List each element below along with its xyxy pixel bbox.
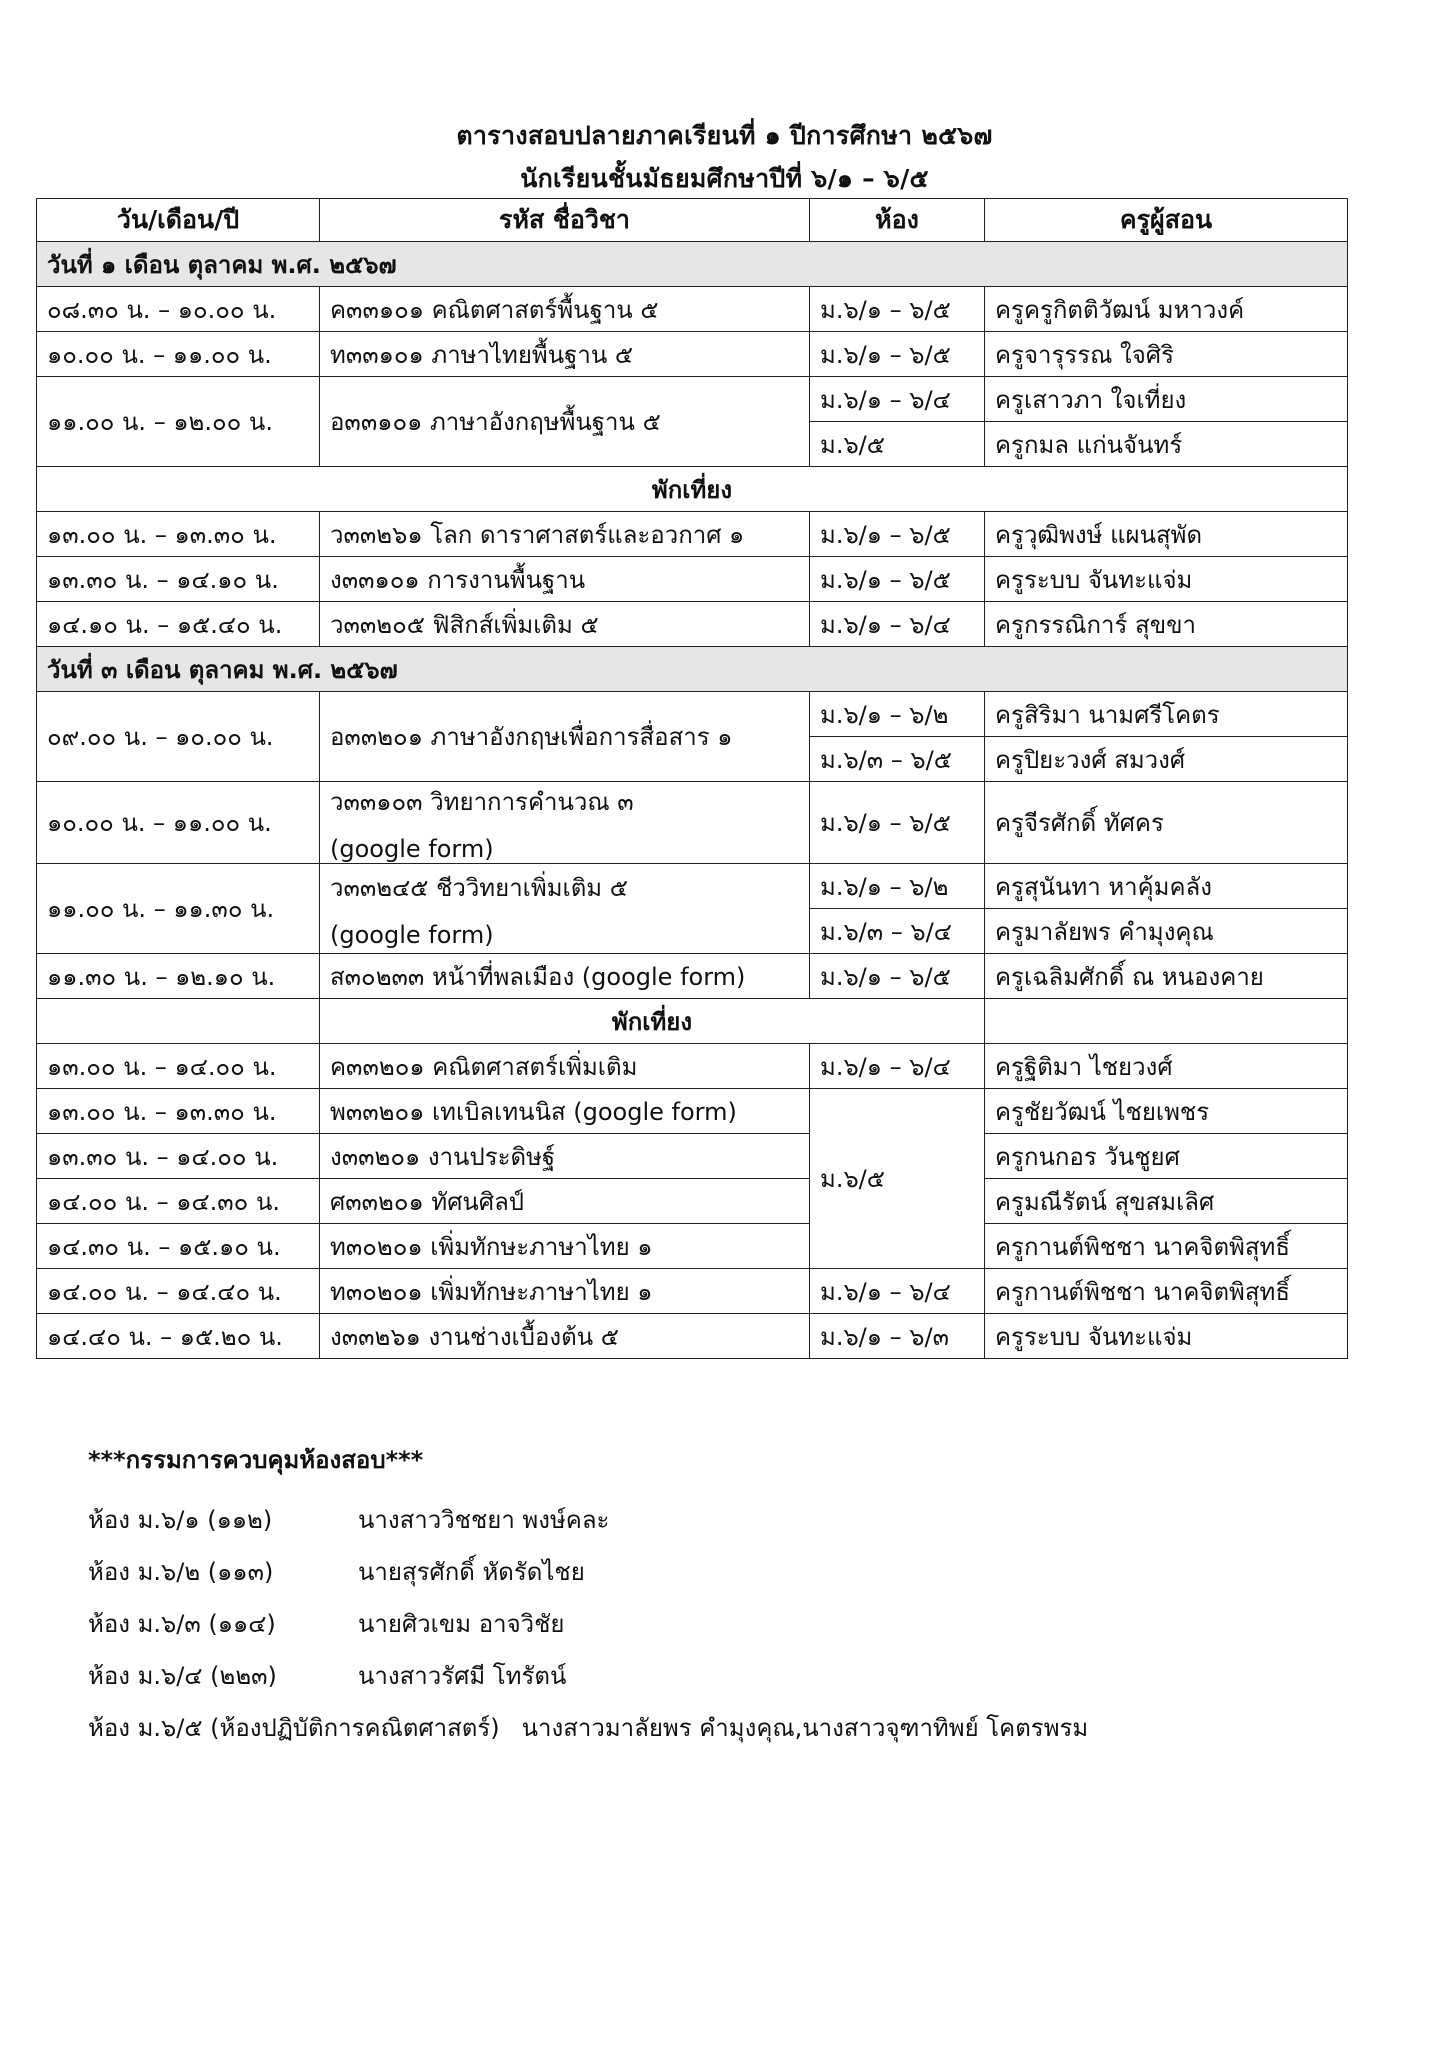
time-cell: ๑๑.๐๐ น. – ๑๒.๐๐ น. <box>37 377 320 467</box>
subject-cell: อ๓๓๒๐๑ ภาษาอังกฤษเพื่อการสื่อสาร ๑ <box>320 692 810 782</box>
committee-row <box>88 1493 1088 1545</box>
table-row <box>37 512 1348 557</box>
proctor-committee-section <box>88 1440 1088 1753</box>
subject-cell: ท๓๐๒๐๑ เพิ่มทักษะภาษาไทย ๑ <box>320 1224 810 1269</box>
room-cell: ม.๖/๑ – ๖/๕ <box>810 954 985 999</box>
subject-line: ว๓๓๑๐๓ วิทยาการคำนวณ ๓ <box>330 788 634 816</box>
time-cell: ๐๙.๐๐ น. – ๑๐.๐๐ น. <box>37 692 320 782</box>
lunch-break-label: พักเที่ยง <box>320 999 985 1044</box>
time-cell: ๑๑.๐๐ น. – ๑๑.๓๐ น. <box>37 864 320 954</box>
table-row <box>37 1269 1348 1314</box>
lunch-row <box>37 999 1348 1044</box>
subject-cell: ส๓๐๒๓๓ หน้าที่พลเมือง (google form) <box>320 954 810 999</box>
teacher-cell: ครูกนกอร วันชูยศ <box>985 1134 1348 1179</box>
table-row <box>37 864 1348 909</box>
subject-cell: ว๓๓๒๐๕ ฟิสิกส์เพิ่มเติม ๕ <box>320 602 810 647</box>
lunch-break-label: พักเที่ยง <box>37 467 1348 512</box>
room-cell: ม.๖/๑ – ๖/๕ <box>810 557 985 602</box>
empty-cell <box>985 999 1348 1044</box>
time-cell: ๑๑.๓๐ น. – ๑๒.๑๐ น. <box>37 954 320 999</box>
empty-cell <box>37 999 320 1044</box>
room-cell: ม.๖/๓ – ๖/๕ <box>810 737 985 782</box>
teacher-cell: ครูมาลัยพร คำมุงคุณ <box>985 909 1348 954</box>
time-cell: ๑๔.๐๐ น. – ๑๔.๔๐ น. <box>37 1269 320 1314</box>
room-cell: ม.๖/๑ – ๖/๕ <box>810 782 985 864</box>
subject-cell <box>320 782 810 864</box>
time-cell: ๑๓.๓๐ น. – ๑๔.๑๐ น. <box>37 557 320 602</box>
table-row <box>37 1044 1348 1089</box>
committee-names: นายสุรศักดิ์ หัดรัดไชย <box>358 1557 585 1586</box>
header-date: วัน/เดือน/ปี <box>37 199 320 242</box>
subject-cell: ท๓๐๒๐๑ เพิ่มทักษะภาษาไทย ๑ <box>320 1269 810 1314</box>
room-cell: ม.๖/๓ – ๖/๔ <box>810 909 985 954</box>
lunch-row <box>37 467 1348 512</box>
teacher-cell: ครูฐิติมา ไชยวงศ์ <box>985 1044 1348 1089</box>
time-cell: ๑๐.๐๐ น. – ๑๑.๐๐ น. <box>37 332 320 377</box>
subject-cell: ง๓๓๒๐๑ งานประดิษฐ์ <box>320 1134 810 1179</box>
teacher-cell: ครูระบบ จันทะแจ่ม <box>985 557 1348 602</box>
teacher-cell: ครูกานต์พิชชา นาคจิตพิสุทธิ์ <box>985 1224 1348 1269</box>
time-cell: ๑๔.๔๐ น. – ๑๕.๒๐ น. <box>37 1314 320 1359</box>
table-row <box>37 1224 1348 1269</box>
teacher-cell: ครูปิยะวงศ์ สมวงศ์ <box>985 737 1348 782</box>
table-row <box>37 557 1348 602</box>
subject-note: (google form) <box>330 921 494 949</box>
subject-cell <box>320 864 810 954</box>
time-cell: ๑๓.๐๐ น. – ๑๓.๓๐ น. <box>37 512 320 557</box>
committee-names: นายศิวเขม อาจวิชัย <box>358 1609 565 1638</box>
committee-names: นางสาวรัศมี โทรัตน์ <box>358 1661 567 1690</box>
subject-cell: ค๓๓๑๐๑ คณิตศาสตร์พื้นฐาน ๕ <box>320 287 810 332</box>
subject-cell: อ๓๓๑๐๑ ภาษาอังกฤษพื้นฐาน ๕ <box>320 377 810 467</box>
table-row <box>37 377 1348 422</box>
committee-row <box>88 1701 1088 1753</box>
day-label: วันที่ ๑ เดือน ตุลาคม พ.ศ. ๒๕๖๗ <box>37 242 1348 287</box>
teacher-cell: ครูชัยวัฒน์ ไชยเพชร <box>985 1089 1348 1134</box>
header-teacher: ครูผู้สอน <box>985 199 1348 242</box>
room-cell: ม.๖/๑ – ๖/๒ <box>810 864 985 909</box>
committee-room: ห้อง ม.๖/๒ (๑๑๓) <box>88 1557 274 1586</box>
room-cell: ม.๖/๕ <box>810 1089 985 1269</box>
committee-row <box>88 1545 1088 1597</box>
room-cell: ม.๖/๑ – ๖/๕ <box>810 287 985 332</box>
subject-cell: ง๓๓๒๖๑ งานช่างเบื้องต้น ๕ <box>320 1314 810 1359</box>
time-cell: ๑๐.๐๐ น. – ๑๑.๐๐ น. <box>37 782 320 864</box>
teacher-cell: ครูสิริมา นามศรีโคตร <box>985 692 1348 737</box>
subject-line: ว๓๓๒๔๕ ชีววิทยาเพิ่มเติม ๕ <box>330 874 628 902</box>
table-row <box>37 1314 1348 1359</box>
subject-cell: พ๓๓๒๐๑ เทเบิลเทนนิส (google form) <box>320 1089 810 1134</box>
time-cell: ๑๔.๓๐ น. – ๑๕.๑๐ น. <box>37 1224 320 1269</box>
room-cell: ม.๖/๑ – ๖/๔ <box>810 602 985 647</box>
room-cell: ม.๖/๑ – ๖/๒ <box>810 692 985 737</box>
committee-heading: ***กรรมการควบคุมห้องสอบ*** <box>88 1446 424 1474</box>
teacher-cell: ครูจีรศักดิ์ ทัศคร <box>985 782 1348 864</box>
time-cell: ๑๔.๐๐ น. – ๑๔.๓๐ น. <box>37 1179 320 1224</box>
table-row <box>37 332 1348 377</box>
table-row <box>37 602 1348 647</box>
subject-cell: ศ๓๓๒๐๑ ทัศนศิลป์ <box>320 1179 810 1224</box>
committee-names: นางสาววิชชยา พงษ์คละ <box>358 1505 610 1534</box>
schedule-subtitle: นักเรียนชั้นมัธยมศึกษาปีที่ ๖/๑ – ๖/๕ <box>520 164 929 193</box>
teacher-cell: ครูสุนันทา หาคุ้มคลัง <box>985 864 1348 909</box>
table-row <box>37 954 1348 999</box>
subject-note: (google form) <box>330 835 494 863</box>
teacher-cell: ครูมณีรัตน์ สุขสมเลิศ <box>985 1179 1348 1224</box>
committee-row <box>88 1597 1088 1649</box>
room-cell: ม.๖/๑ – ๖/๕ <box>810 512 985 557</box>
subject-cell: ว๓๓๒๖๑ โลก ดาราศาสตร์และอวกาศ ๑ <box>320 512 810 557</box>
time-cell: ๑๓.๐๐ น. – ๑๓.๓๐ น. <box>37 1089 320 1134</box>
teacher-cell: ครูกรรณิการ์ สุขขา <box>985 602 1348 647</box>
teacher-cell: ครูเฉลิมศักดิ์ ณ หนองคาย <box>985 954 1348 999</box>
teacher-cell: ครูเสาวภา ใจเที่ยง <box>985 377 1348 422</box>
committee-room: ห้อง ม.๖/๓ (๑๑๔) <box>88 1609 276 1638</box>
exam-schedule-table <box>36 198 1348 1359</box>
room-cell: ม.๖/๑ – ๖/๔ <box>810 377 985 422</box>
teacher-cell: ครูระบบ จันทะแจ่ม <box>985 1314 1348 1359</box>
table-row <box>37 287 1348 332</box>
room-cell: ม.๖/๑ – ๖/๕ <box>810 332 985 377</box>
table-row <box>37 1089 1348 1134</box>
committee-room: ห้อง ม.๖/๑ (๑๑๒) <box>88 1505 273 1534</box>
day-row <box>37 647 1348 692</box>
teacher-cell: ครูวุฒิพงษ์ แผนสุพัด <box>985 512 1348 557</box>
header-room: ห้อง <box>810 199 985 242</box>
room-cell: ม.๖/๕ <box>810 422 985 467</box>
time-cell: ๑๓.๓๐ น. – ๑๔.๐๐ น. <box>37 1134 320 1179</box>
table-row <box>37 1179 1348 1224</box>
teacher-cell: ครูกานต์พิชชา นาคจิตพิสุทธิ์ <box>985 1269 1348 1314</box>
table-row <box>37 692 1348 737</box>
time-cell: ๑๓.๐๐ น. – ๑๔.๐๐ น. <box>37 1044 320 1089</box>
time-cell: ๐๘.๓๐ น. – ๑๐.๐๐ น. <box>37 287 320 332</box>
time-cell: ๑๔.๑๐ น. – ๑๕.๔๐ น. <box>37 602 320 647</box>
committee-names: นางสาวมาลัยพร คำมุงคุณ,นางสาวจุฑาทิพย์ โคตรพรม <box>521 1713 1089 1742</box>
table-row <box>37 782 1348 864</box>
committee-room: ห้อง ม.๖/๕ (ห้องปฏิบัติการคณิตศาสตร์) <box>88 1713 500 1742</box>
subject-cell: ค๓๓๒๐๑ คณิตศาสตร์เพิ่มเติม <box>320 1044 810 1089</box>
header-row <box>37 199 1348 242</box>
committee-row <box>88 1649 1088 1701</box>
teacher-cell: ครูครูกิตติวัฒน์ มหาวงค์ <box>985 287 1348 332</box>
subject-cell: ง๓๓๑๐๑ การงานพื้นฐาน <box>320 557 810 602</box>
header-subject: รหัส ชื่อวิชา <box>320 199 810 242</box>
committee-room: ห้อง ม.๖/๔ (๒๒๓) <box>88 1661 277 1690</box>
room-cell: ม.๖/๑ – ๖/๔ <box>810 1269 985 1314</box>
day-label: วันที่ ๓ เดือน ตุลาคม พ.ศ. ๒๕๖๗ <box>37 647 1348 692</box>
teacher-cell: ครูจารุรรณ ใจศิริ <box>985 332 1348 377</box>
room-cell: ม.๖/๑ – ๖/๓ <box>810 1314 985 1359</box>
room-cell: ม.๖/๑ – ๖/๔ <box>810 1044 985 1089</box>
day-row <box>37 242 1348 287</box>
table-row <box>37 1134 1348 1179</box>
teacher-cell: ครูกมล แก่นจันทร์ <box>985 422 1348 467</box>
schedule-title: ตารางสอบปลายภาคเรียนที่ ๑ ปีการศึกษา ๒๕๖๗ <box>456 121 993 150</box>
subject-cell: ท๓๓๑๐๑ ภาษาไทยพื้นฐาน ๕ <box>320 332 810 377</box>
